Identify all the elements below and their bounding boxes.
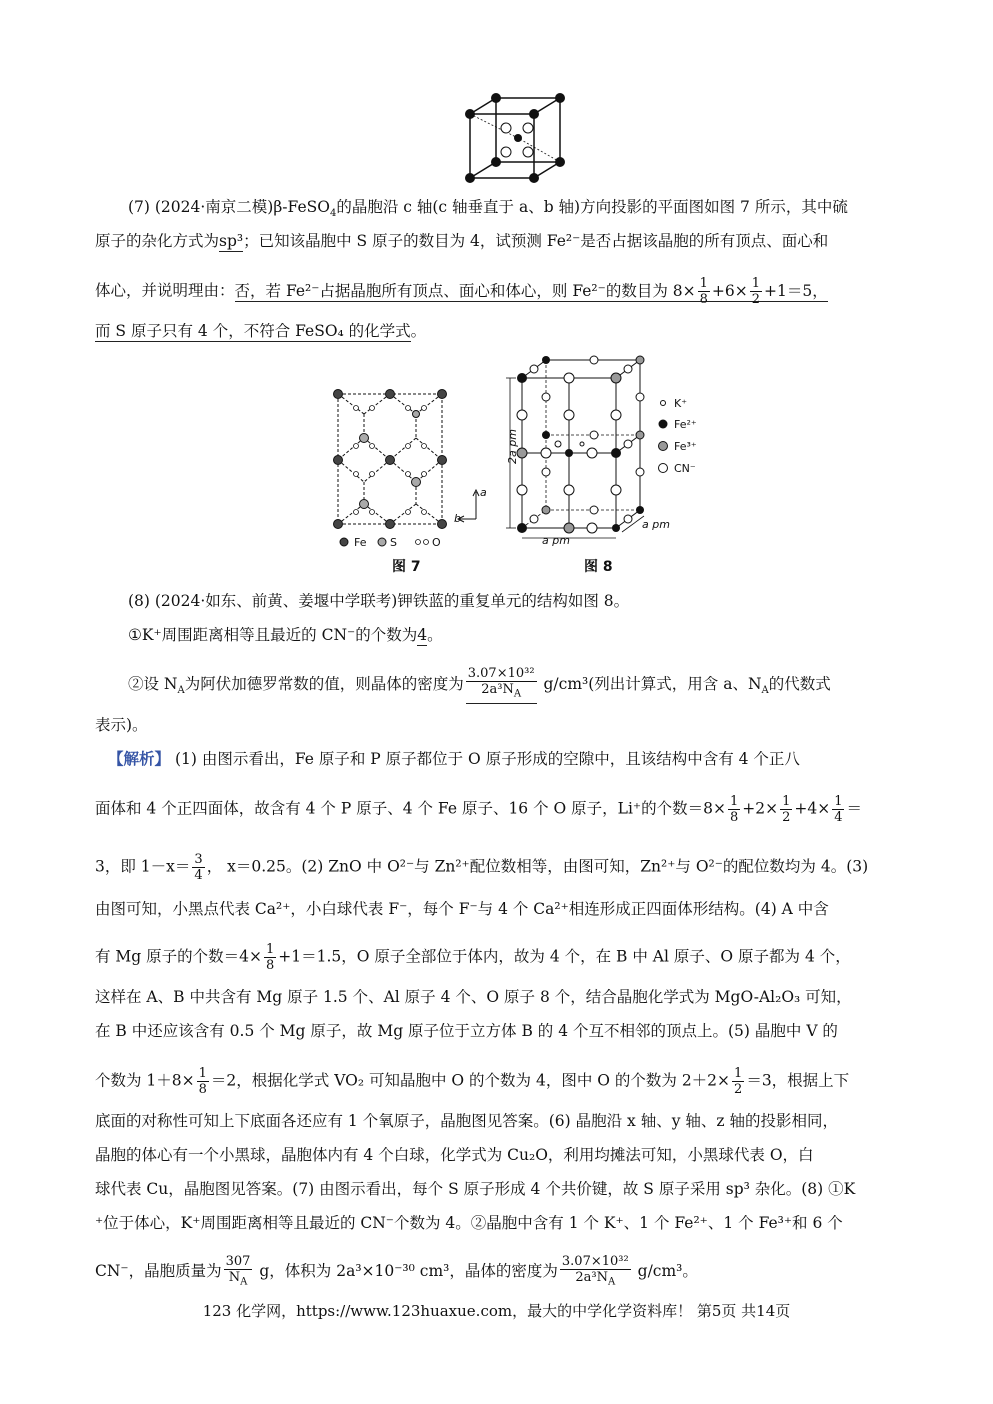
analysis-line-12: ⁺位于体心，K⁺周围距离相等且最近的 CN⁻个数为 4。②晶胞中含有 1 个 K⁺、1 个 Fe²⁺、1 个 Fe³⁺和 6 个 [95, 1214, 843, 1232]
fig7-legend-s: S [390, 536, 397, 549]
fig8-legend-fe3: Fe³⁺ [674, 440, 697, 453]
analysis-tag: 【解析】 [108, 749, 171, 768]
fig8-legend-cn: CN⁻ [674, 462, 696, 475]
analysis-line-1: 【解析】 (1) 由图示看出，Fe 原子和 P 原子都位于 O 原子形成的空隙中，且该结构中含有 4 个正八 [108, 749, 800, 768]
answer-hybridization: sp³ [219, 232, 244, 250]
fig7-axis-b: b [454, 512, 461, 525]
page-footer: 123 化学网，https://www.123huaxue.com，最大的中学化学资料库！ 第5页 共14页 [202, 1302, 791, 1320]
q8-line-1: (8) (2024·如东、前黄、姜堰中学联考)钾铁蓝的重复单元的结构如图 8。 [128, 592, 630, 610]
fig8-legend-k: K⁺ [674, 397, 688, 410]
fig7-legend-o: O [432, 536, 441, 549]
analysis-line-8: 个数为 1＋8× $\frac{1}{8}$ ＝2，根据化学式 VO₂ 可知晶胞中 O 的个数为 4，图中 O 的个数为 2＋2× $\frac{1}{2}$ ＝3，根据上下 [95, 1066, 850, 1097]
fig8-label-a-pm-right: a pm [642, 518, 670, 531]
fig7-legend-fe: Fe [354, 536, 367, 549]
analysis-line-2: 面体和 4 个正四面体，故含有 4 个 P 原子、4 个 Fe 原子、16 个 O 原子，Li⁺的个数＝8× $\frac{1}{8}$ +2× $\frac{1}{2}$ +4× $\frac{1}{4}$ ＝ [95, 794, 862, 825]
fig8-legend-fe2: Fe²⁺ [674, 418, 697, 431]
q8-line-2: ①K⁺周围距离相等且最近的 CN⁻的个数为4。 [128, 626, 443, 644]
top-cube-figure [460, 92, 570, 184]
q8-line-4: 表示)。 [95, 716, 148, 734]
analysis-line-3: 3，即 1－x＝ $\frac{3}{4}$ ， x＝0.25。(2) ZnO 中 O²⁻与 Zn²⁺配位数相等，由图可知，Zn²⁺与 O²⁻的配位数均为 4。(3) [95, 852, 869, 883]
fig8-label-2a-pm: 2a pm [505, 429, 519, 464]
analysis-line-9: 底面的对称性可知上下底面各还应有 1 个氧原子，晶胞图见答案。(6) 晶胞沿 x 轴、y 轴、z 轴的投影相同， [95, 1112, 838, 1130]
q7-line-2: 原子的杂化方式为sp³；已知该晶胞中 S 原子的数目为 4，试预测 Fe²⁻是否占据该晶胞的所有顶点、面心和 [95, 232, 829, 250]
analysis-line-10: 晶胞的体心有一个小黑球，晶胞体内有 4 个白球，化学式为 Cu₂O，利用均摊法可知，小黑球代表 O，白 [95, 1146, 814, 1164]
q7-line-1: (7) (2024·南京二模)β-FeSO$_4$的晶胞沿 c 轴(c 轴垂直于 a、b 轴)方向投影的平面图如图 7 所示，其中硫 [128, 198, 848, 220]
fig7-caption: 图 7 [392, 559, 421, 575]
analysis-line-11: 球代表 Cu，晶胞图见答案。(7) 由图示看出，每个 S 原子形成 4 个共价键，故 S 原子采用 sp³ 杂化。(8) ①K [95, 1180, 856, 1198]
figure-7 [326, 384, 496, 564]
analysis-line-13: CN⁻，晶胞质量为 $\frac{307}{N_A}$ g，体积为 2a³×10⁻³⁰ cm³，晶体的密度为 $\frac{\text{3.07×10³²}}{2a^3N_A}$ g/cm³。 [95, 1254, 698, 1288]
fig8-label-a-pm-bottom: a pm [542, 534, 570, 547]
analysis-line-5: 有 Mg 原子的个数＝4× $\frac{1}{8}$ +1＝1.5，O 原子全部位于体内，故为 4 个，在 B 中 Al 原子、O 原子都为 4 个， [95, 942, 851, 973]
fig7-axis-a: a [480, 486, 487, 499]
analysis-line-4: 由图可知，小黑点代表 Ca²⁺，小白球代表 F⁻，每个 F⁻与 4 个 Ca²⁺相连形成正四面体形结构。(4) A 中含 [95, 900, 829, 918]
fig8-caption: 图 8 [584, 559, 613, 575]
analysis-line-6: 这样在 A、B 中共含有 Mg 原子 1.5 个、Al 原子 4 个、O 原子 8 个，结合晶胞化学式为 MgO-Al₂O₃ 可知， [95, 988, 852, 1006]
q7-line-4: 而 S 原子只有 4 个，不符合 FeSO₄ 的化学式。 [95, 322, 427, 340]
analysis-line-7: 在 B 中还应该含有 0.5 个 Mg 原子，故 Mg 原子位于立方体 B 的 4 个互不相邻的顶点上。(5) 晶胞中 V 的 [95, 1022, 838, 1040]
fig8-legend-markers [656, 396, 670, 476]
answer-reason: 否，若 Fe²⁻占据晶胞所有顶点、面心和体心，则 Fe²⁻的数目为 8× $\frac{1}{8}$ +6× $\frac{1}{2}$ +1＝5， [234, 276, 828, 307]
figure-8 [502, 352, 662, 548]
q8-line-3: ②设 $N_A$为阿伏加德罗常数的值，则晶体的密度为 $\frac{\text{3.07×10³²}}{2a^3N_A}$ g/cm³(列出计算式，用含 a、$N_A$的代数式 [128, 666, 831, 704]
q7-line-3: 体心，并说明理由：否，若 Fe²⁻占据晶胞所有顶点、面心和体心，则 Fe²⁻的数目为 8× $\frac{1}{8}$ +6× $\frac{1}{2}$ +1＝5， [95, 276, 828, 307]
